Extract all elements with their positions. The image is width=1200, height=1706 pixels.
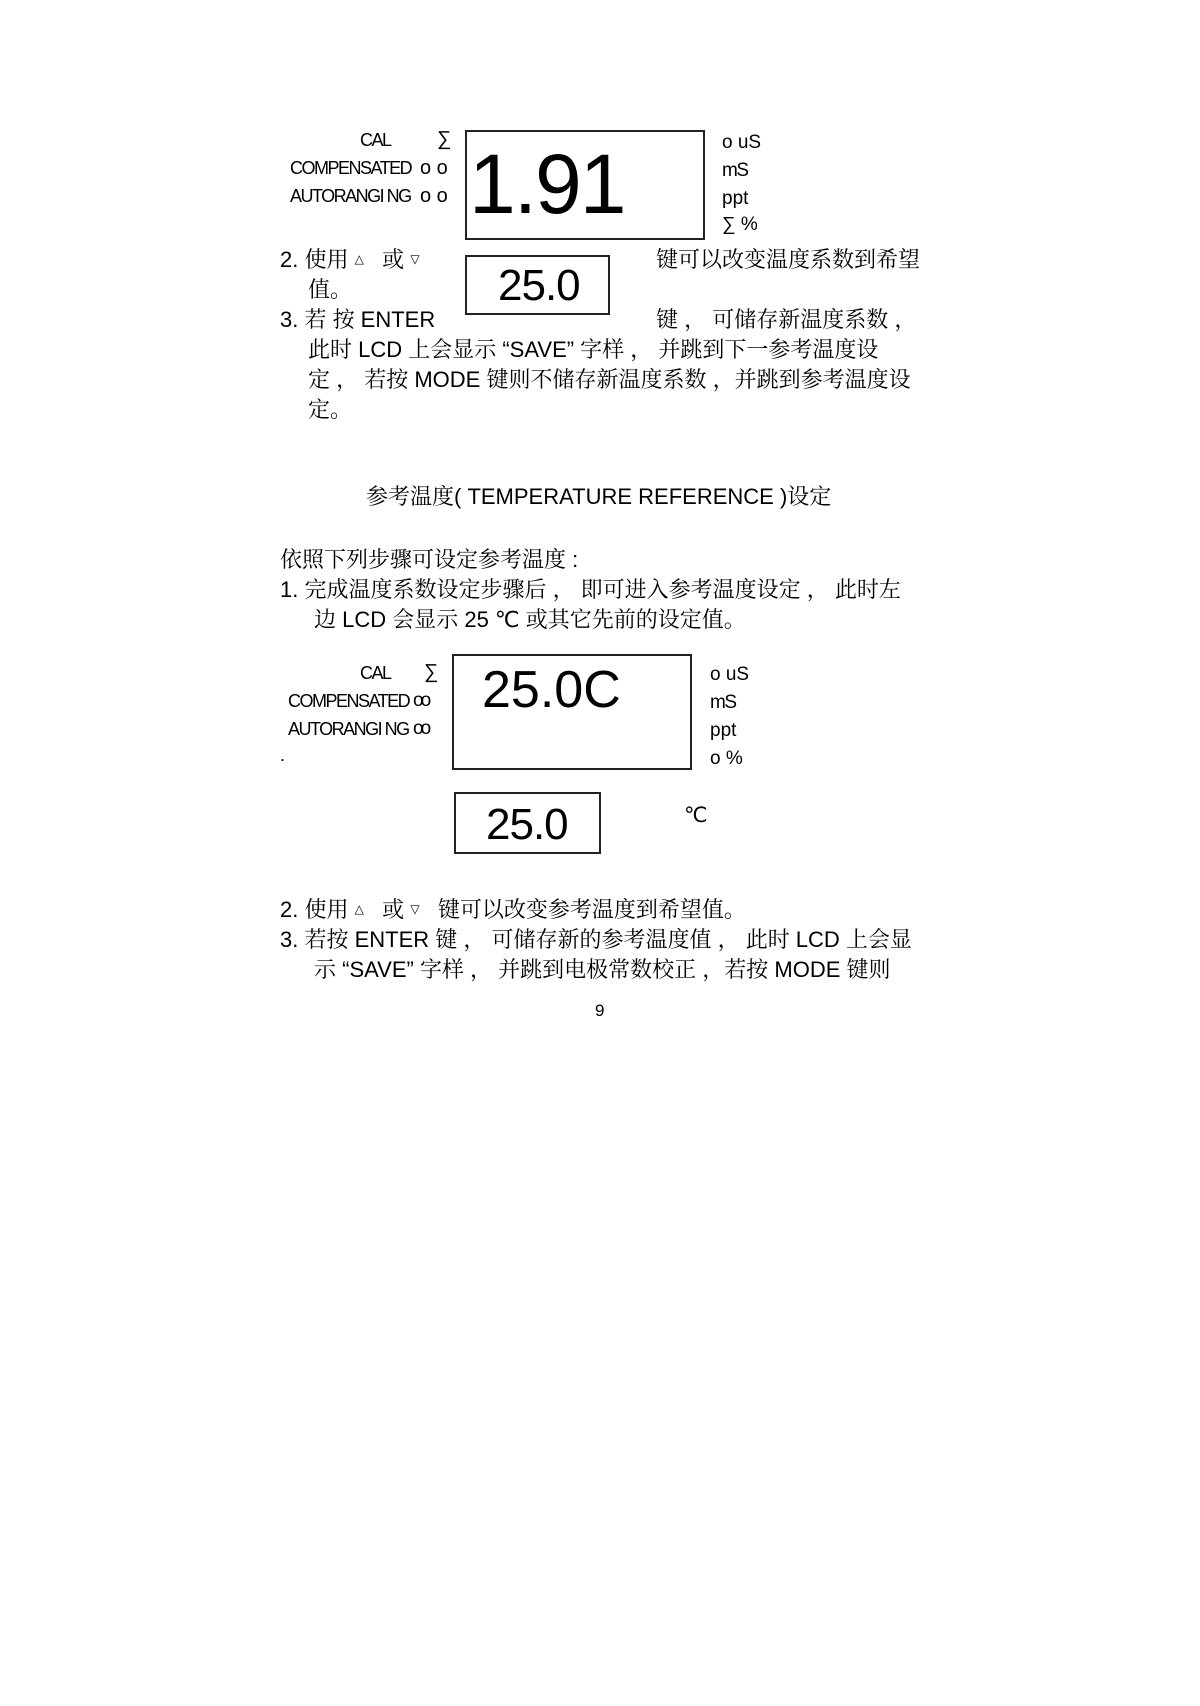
down-triangle-icon: ▽ (410, 252, 420, 266)
section-heading: 参考温度( TEMPERATURE REFERENCE )设定 (366, 484, 832, 509)
step2-line (280, 243, 420, 274)
step3-suffix: 键 ， 可储存新温度系数 ， (656, 307, 917, 332)
celsius-unit: ℃ (684, 804, 708, 827)
step1-line2: 边 LCD 会显示 25 ℃ 或其它先前的设定值。 (314, 607, 746, 632)
step3-line2: 此时 LCD 上会显示 “SAVE” 字样 ， 并跳到下一参考温度设 (308, 337, 879, 362)
cal-label: CAL (360, 130, 391, 150)
main-readout-box (465, 130, 705, 240)
unit-us: o uS (710, 664, 750, 685)
step2-cont: 值。 (308, 277, 353, 302)
cal-label: CAL (360, 663, 391, 683)
step1-line1: 1. 完成温度系数设定步骤后 ， 即可进入参考温度设定 ， 此时左 (280, 577, 901, 602)
down-triangle-icon: ▽ (410, 902, 420, 916)
temp-readout-value: 25.0 (486, 800, 568, 849)
main-readout-value: 1.91 (469, 137, 625, 231)
intro-text: 依照下列步骤可设定参考温度 : (280, 547, 579, 572)
or-text: 或 (382, 247, 405, 272)
step2-prefix: 2. 使用 (280, 247, 349, 272)
step2-suffix: 键可以改变参考温度到希望值。 (437, 897, 746, 922)
autoranging-indicator: o o (420, 185, 448, 207)
cal-indicator: ∑ (424, 661, 439, 683)
step2-prefix: 2. 使用 (280, 897, 349, 922)
compensated-indicator: o o (420, 157, 448, 179)
unit-ms: mS (710, 692, 736, 713)
unit-ppt: ppt (710, 720, 737, 741)
main-readout-value: 25.0C (482, 661, 621, 719)
page-number: 9 (595, 1001, 605, 1020)
unit-ms: mS (722, 160, 748, 181)
step3-line3: 定 ， 若按 MODE 键则不储存新温度系数 ，并跳到参考温度设 (308, 367, 911, 392)
autoranging-label: AUTORANGI NG (290, 186, 411, 206)
or-text: 或 (382, 897, 405, 922)
step2-suffix: 键可以改变温度系数到希望 (656, 247, 921, 272)
temp-readout-box (454, 792, 601, 854)
up-triangle-icon: △ (354, 252, 364, 266)
step3-line1: 3. 若按 ENTER 键 ， 可储存新的参考温度值 ， 此时 LCD 上会显 (280, 927, 912, 952)
compensated-indicator: oo (413, 690, 429, 711)
unit-ppt: ppt (722, 188, 749, 209)
autoranging-indicator: oo (413, 718, 429, 739)
step3-line2: 示 “SAVE” 字样 ， 并跳到电极常数校正 ，若按 MODE 键则 (314, 957, 891, 982)
unit-us: o uS (722, 132, 762, 153)
unit-percent: ∑ % (722, 214, 758, 235)
temp-readout-box (465, 255, 610, 315)
dot-marker: . (280, 745, 286, 765)
cal-indicator: ∑ (437, 128, 452, 150)
step3-prefix: 3. 若 按 ENTER (280, 307, 436, 332)
main-readout-box (452, 654, 692, 770)
step3-line4: 定。 (308, 397, 353, 422)
autoranging-label: AUTORANGI NG (288, 719, 409, 739)
compensated-label: COMPENSATED (290, 158, 412, 178)
step2-line (280, 893, 746, 924)
unit-percent: o % (710, 748, 743, 769)
temp-readout-value: 25.0 (498, 261, 580, 310)
up-triangle-icon: △ (354, 902, 364, 916)
compensated-label: COMPENSATED (288, 691, 410, 711)
